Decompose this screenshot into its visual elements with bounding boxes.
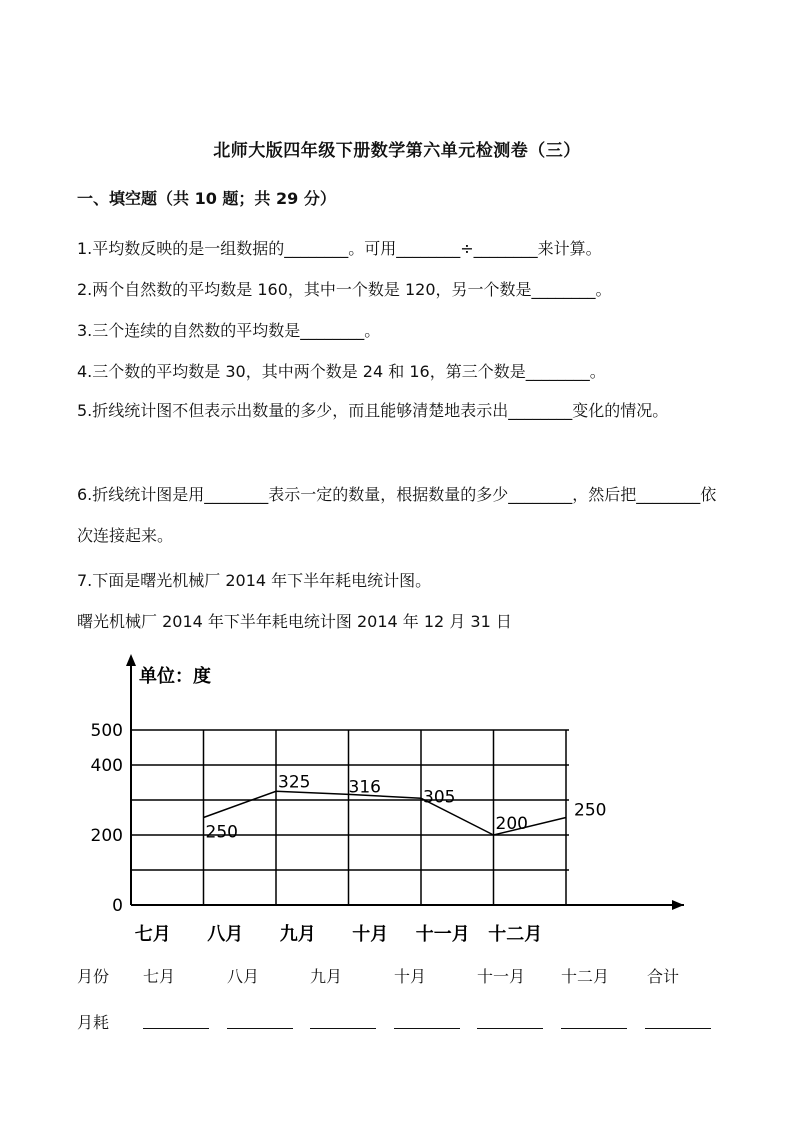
x-tick-label: 九月 (279, 924, 316, 945)
question-2: 2.两个自然数的平均数是 160，其中一个数是 120，另一个数是________。 (77, 280, 612, 299)
answer-blank[interactable] (477, 1010, 543, 1029)
answer-blank[interactable] (561, 1010, 627, 1029)
y-axis-arrow (126, 654, 136, 666)
question-3: 3.三个连续的自然数的平均数是________。 (77, 321, 381, 340)
data-label: 316 (348, 777, 381, 798)
table-header-cell: 十月 (394, 967, 427, 986)
x-tick-label: 十二月 (488, 924, 543, 945)
answer-blank[interactable] (645, 1010, 711, 1029)
y-tick-label: 400 (90, 756, 123, 776)
x-tick-label: 八月 (207, 924, 244, 945)
question-1: 1.平均数反映的是一组数据的________。可用________÷________来计算。 (77, 239, 602, 258)
y-axis-title: 单位：度 (139, 666, 211, 687)
question-6: 6.折线统计图是用________表示一定的数量，根据数量的多少________，然后把________依次连接起来。 (77, 485, 717, 545)
table-row-consumption (77, 1010, 717, 1034)
table-row-label-consumption: 月耗 (77, 1013, 110, 1032)
table-row-label-months: 月份 (77, 967, 110, 986)
answer-blank[interactable] (310, 1010, 376, 1029)
table-row-months (77, 964, 717, 988)
page-title: 北师大版四年级下册数学第六单元检测卷（三） (213, 141, 581, 161)
data-label: 325 (278, 772, 311, 793)
table-header-cell: 九月 (310, 967, 343, 986)
data-label: 250 (205, 822, 238, 843)
table-header-cell: 十一月 (477, 967, 526, 986)
x-axis-arrow (672, 900, 684, 910)
line-chart (76, 650, 696, 950)
y-tick-label: 0 (112, 896, 123, 916)
table-header-cell: 七月 (143, 967, 176, 986)
x-tick-label: 七月 (134, 924, 171, 945)
x-tick-label: 十一月 (415, 924, 470, 945)
table-header-cell: 八月 (227, 967, 260, 986)
question-7: 7.下面是曙光机械厂 2014 年下半年耗电统计图。 (77, 571, 432, 590)
data-label: 200 (495, 814, 528, 834)
answer-blank[interactable] (394, 1010, 460, 1029)
question-4: 4.三个数的平均数是 30，其中两个数是 24 和 16，第三个数是________。 (77, 362, 606, 381)
y-tick-label: 500 (90, 721, 123, 741)
data-label: 305 (423, 787, 456, 808)
chart-caption: 曙光机械厂 2014 年下半年耗电统计图 2014 年 12 月 31 日 (77, 612, 512, 631)
answer-blank[interactable] (143, 1010, 209, 1029)
answer-blank[interactable] (227, 1010, 293, 1029)
x-tick-label: 十月 (352, 924, 389, 945)
y-tick-label: 200 (90, 826, 123, 846)
table-header-cell: 十二月 (561, 967, 610, 986)
section-heading: 一、填空题（共 10 题；共 29 分） (77, 189, 336, 208)
data-label: 250 (574, 800, 607, 821)
line-chart-svg (76, 650, 696, 950)
question-5: 5.折线统计图不但表示出数量的多少，而且能够清楚地表示出________变化的情况。 (77, 401, 669, 420)
table-header-cell: 合计 (647, 967, 680, 986)
